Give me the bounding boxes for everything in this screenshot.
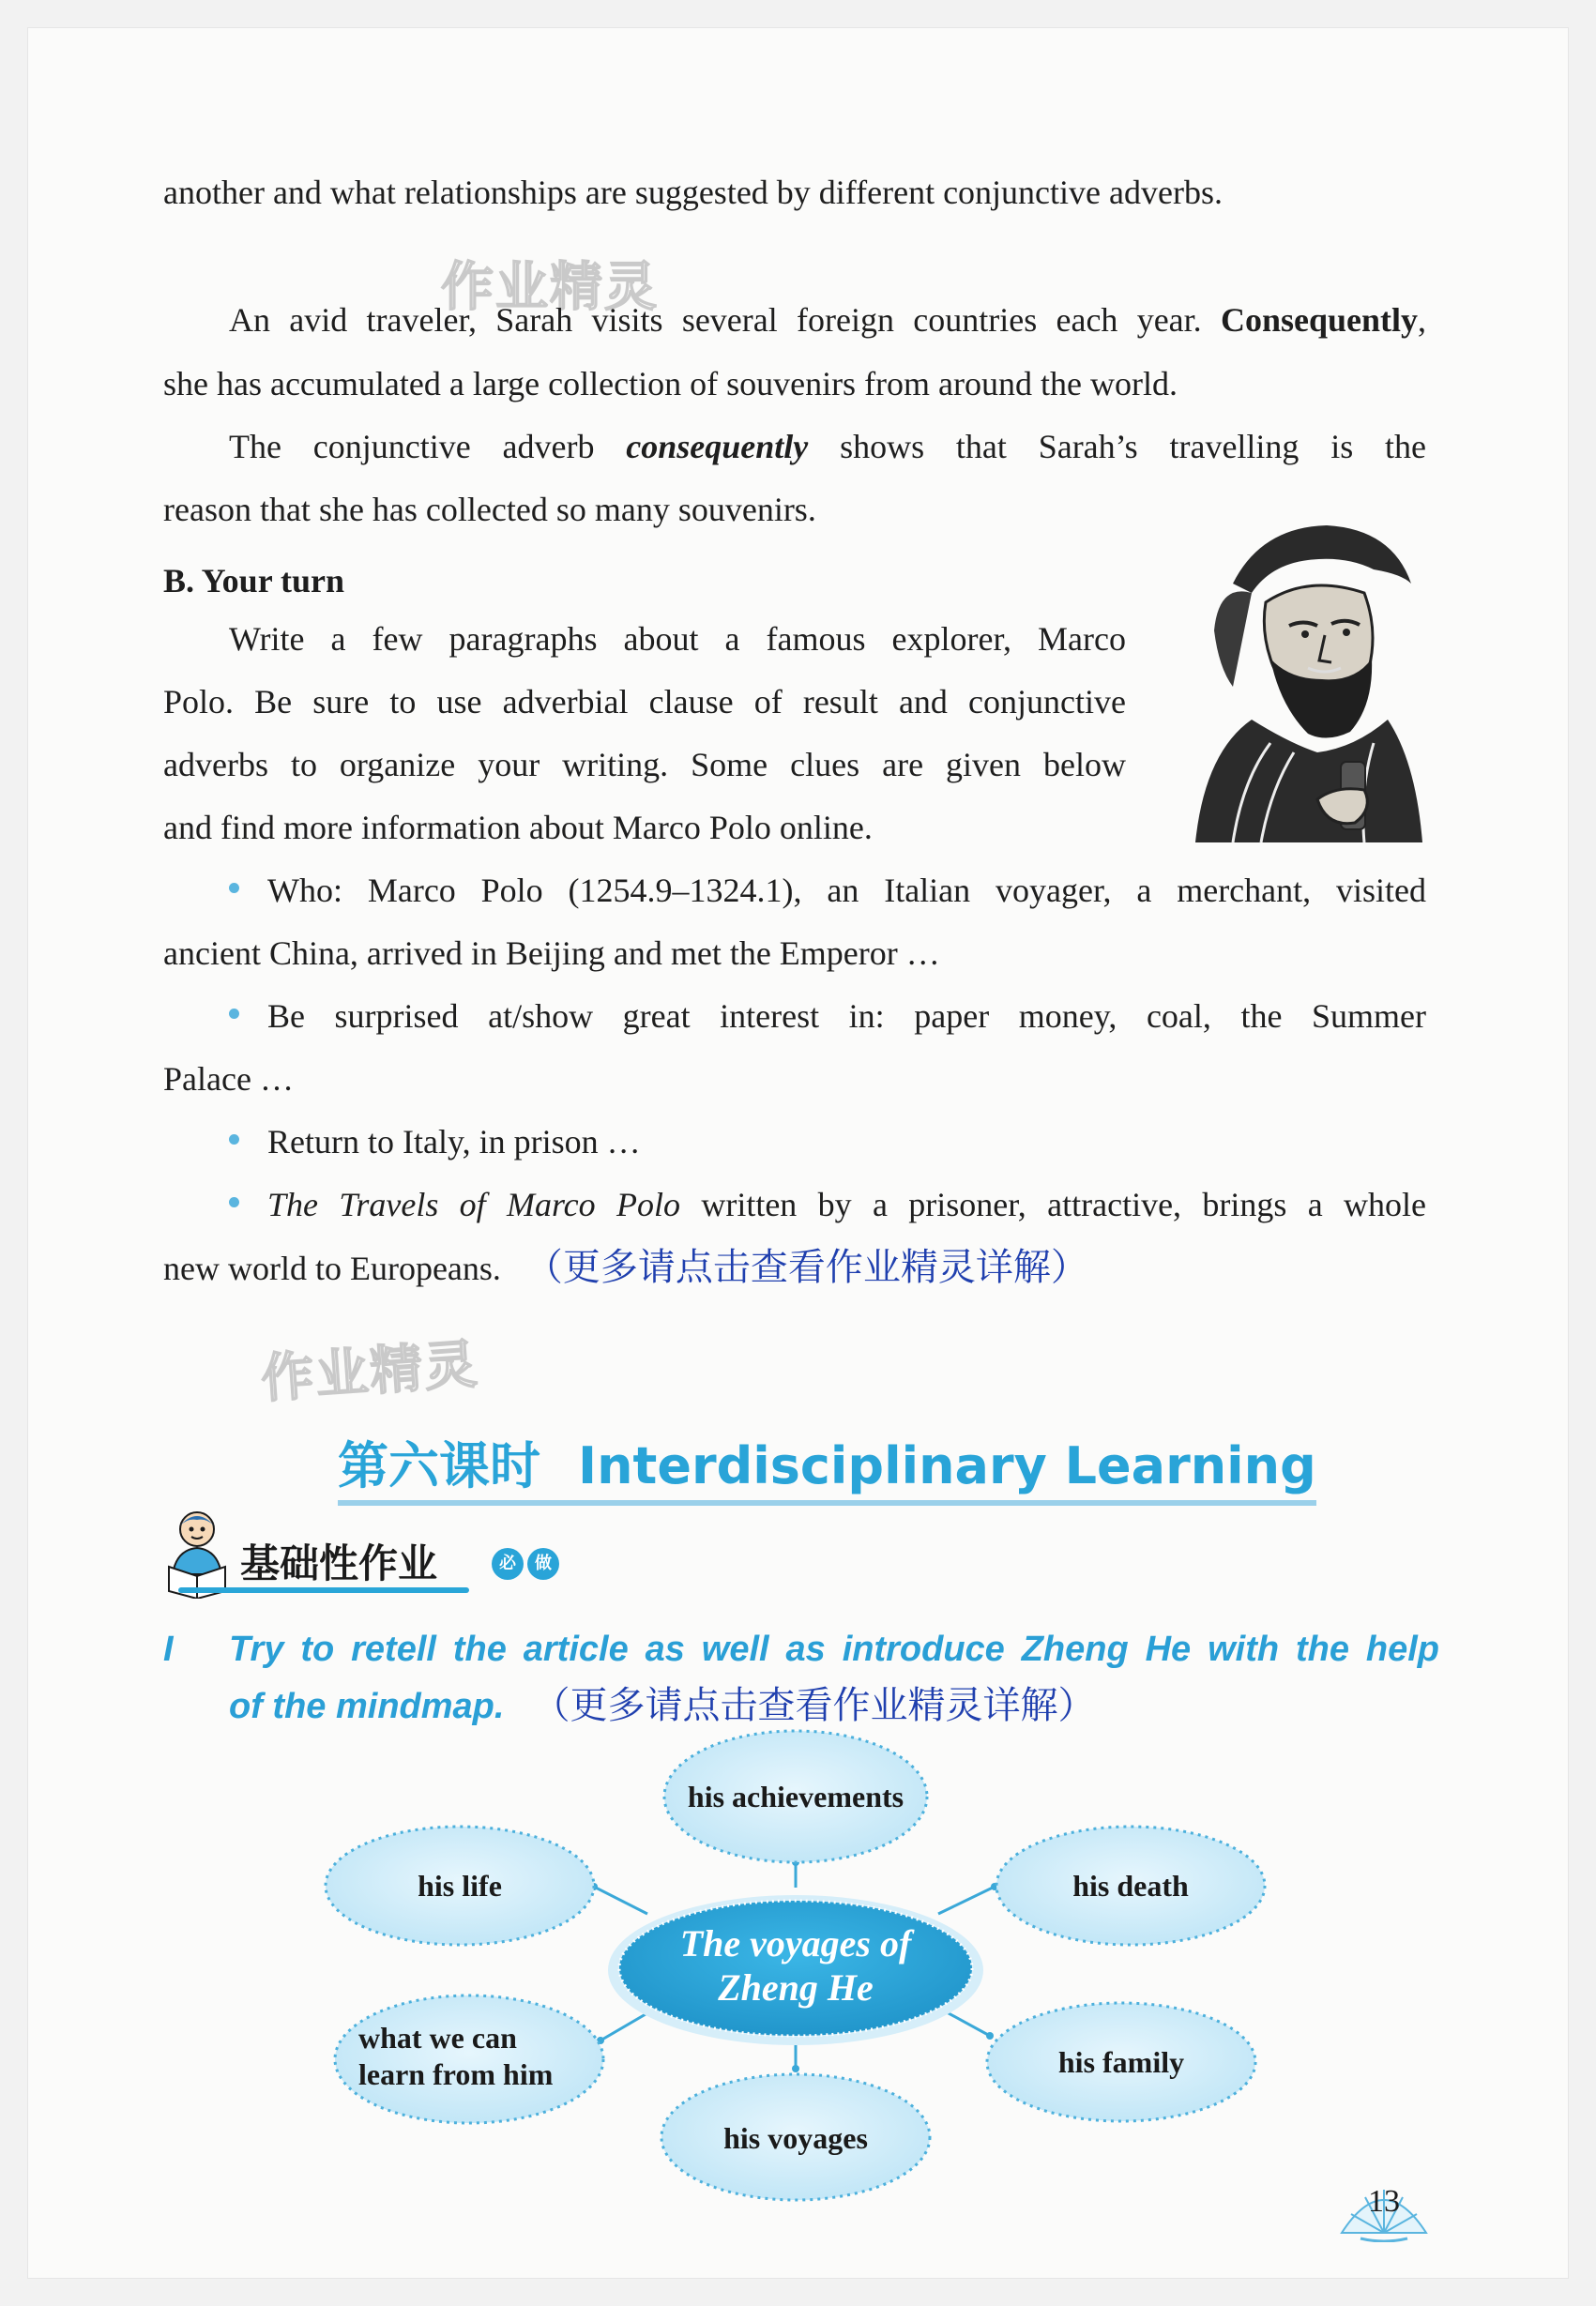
node-center [608,1895,983,2045]
bullet-3-text: Return to Italy, in prison … [267,1123,641,1161]
example-keyword: Consequently [1220,301,1418,339]
node-learn-label-2: learn from him [358,2057,554,2091]
example-text: An avid traveler, Sarah visits several foreign countries each year. [229,301,1202,339]
node-life-label: his life [418,1869,502,1903]
bullet-4-text-end: new world to Europeans. [163,1250,501,1287]
basic-homework-label: 基础性作业 [240,1540,438,1586]
node-voyages [661,2074,930,2200]
bullet-2-line2: Palace … [163,1060,294,1098]
node-death-label: his death [1072,1869,1189,1903]
lesson-title-cn: 第六课时 [338,1436,540,1495]
explanation-line2: reason that she has collected so many souvenirs. [163,491,816,528]
node-family [987,2003,1255,2121]
watermark-top: 作业精灵 [441,257,659,318]
center-label-2: Zheng He [718,1966,874,2009]
your-turn-line3: adverbs to organize your writing. Some clues are given below [163,746,1126,783]
explain-text-after: shows that Sarah’s travelling is the [840,428,1427,465]
task-line1: Try to retell the article as well as introduce Zheng He with the help [229,1630,1439,1669]
bullet-2-text: Be surprised at/show great interest in: paper money, coal, the Summer [267,997,1426,1035]
intro-line: another and what relationships are suggested by different conjunctive adverbs. [163,174,1223,211]
task-line2-text: of the mindmap. [229,1687,505,1726]
your-turn-line4: and find more information about Marco Polo online. [163,809,873,846]
more-details-link-1[interactable]: （更多请点击查看作业精灵详解） [524,1246,1088,1289]
node-voyages-label: his voyages [723,2121,868,2155]
page-number: 13 [1368,2184,1400,2219]
bullet-4-text: written by a prisoner, attractive, brings a whole [701,1186,1427,1223]
your-turn-heading: B. Your turn [163,562,345,599]
connector-life [594,1887,647,1914]
example-sentence-line2: she has accumulated a large collection of souvenirs from around the world. [163,365,1178,402]
your-turn-line2: Polo. Be sure to use adverbial clause of result and conjunctive [163,683,1126,721]
watermark-bottom: 作业精灵 [259,1333,481,1411]
node-death [996,1827,1265,1945]
book-title: The Travels of Marco Polo [267,1186,680,1223]
required-seal-1: 必 [492,1548,524,1580]
page-number-badge [1332,2177,1436,2242]
explain-text: The conjunctive adverb [229,428,595,465]
explain-keyword: consequently [626,428,809,465]
node-learn-label-1: what we can [358,2021,517,2055]
more-details-link-2[interactable]: （更多请点击查看作业精灵详解） [532,1684,1096,1727]
node-achievements-label: his achievements [687,1780,904,1813]
bullet-1-text: Who: Marco Polo (1254.9–1324.1), an Italian voyager, a merchant, visited [267,872,1426,909]
center-label-1: The voyages of [679,1922,912,1965]
task-number: I [163,1630,174,1669]
node-learn [335,1995,603,2123]
node-family-label: his family [1057,2045,1185,2079]
lesson-title-en: Interdisciplinary Learning [578,1436,1316,1495]
node-achievements [664,1731,927,1862]
your-turn-line1: Write a few paragraphs about a famous explorer, Marco [229,620,1126,658]
example-comma: , [1418,301,1426,339]
bullet-1-line2: ancient China, arrived in Beijing and met the Emperor … [163,934,940,972]
node-life [326,1827,594,1945]
required-seal-2: 做 [527,1548,559,1580]
connector-death [938,1887,995,1914]
